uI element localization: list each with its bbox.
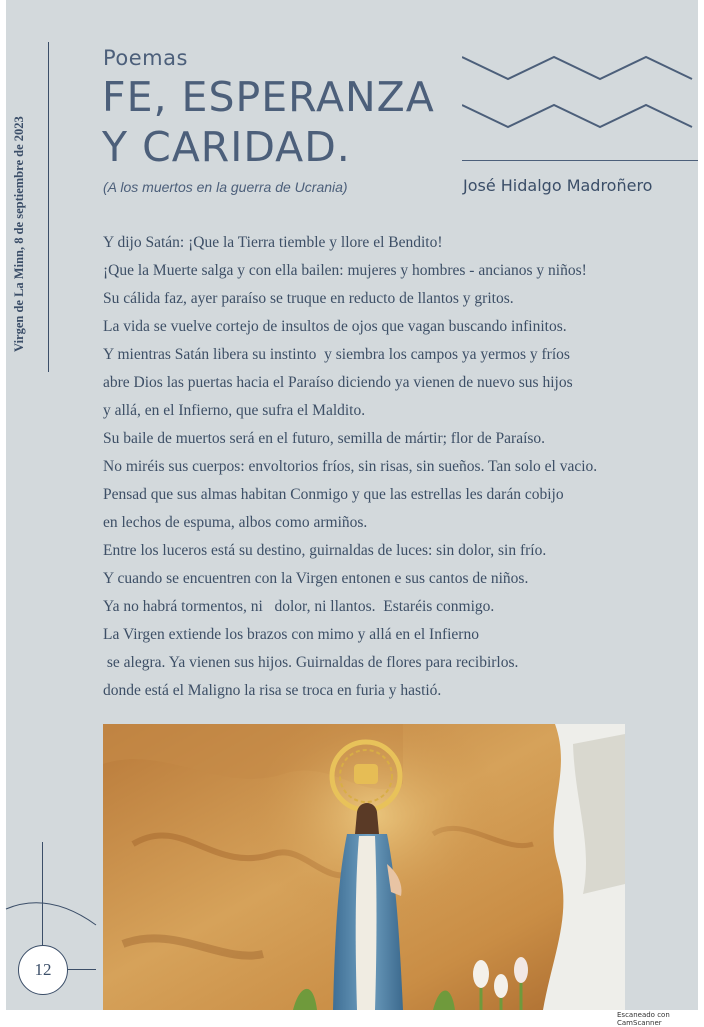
poem-line: La vida se vuelve cortejo de insultos de ojos que vagan buscando infinitos.: [103, 318, 567, 335]
poem-title: [102, 72, 462, 172]
author-name: José Hidalgo Madroñero: [463, 176, 653, 195]
poem-line: donde está el Maligno la risa se troca en furia y hastió.: [103, 682, 442, 699]
poem-line: en lechos de espuma, albos como armiños.: [103, 514, 368, 531]
poem-line: y allá, en el Infierno, que sufra el Maldito.: [103, 402, 366, 419]
spine-caption: Virgen de La Minn, 8 de septiembre de 2023: [12, 116, 26, 352]
poem-dedication: (A los muertos en la guerra de Ucrania): [103, 179, 348, 195]
virgin-statue-photo: [103, 724, 625, 1010]
section-label: Poemas: [103, 46, 188, 70]
poem-line: Su baile de muertos será en el futuro, semilla de mártir; flor de Paraíso.: [103, 430, 546, 447]
poem-line: La Virgen extiende los brazos con mimo y allá en el Infierno: [103, 626, 479, 643]
corner-vertical-line: [42, 842, 43, 946]
poem-body: [103, 229, 663, 705]
poem-line: se alegra. Ya vienen sus hijos. Guirnaldas de flores para recibirlos.: [103, 654, 519, 671]
poem-line: Su cálida faz, ayer paraíso se truque en reducto de llantos y gritos.: [103, 290, 514, 307]
scanner-watermark: Escaneado con CamScanner: [617, 1011, 670, 1027]
poem-line: Ya no habrá tormentos, ni dolor, ni llantos. Estaréis conmigo.: [103, 598, 495, 615]
title-line: FE, ESPERANZA: [102, 73, 435, 121]
title-line: Y CARIDAD.: [102, 123, 351, 171]
page-number: 12: [34, 960, 52, 979]
magazine-page: [6, 0, 698, 1010]
poem-line: Y dijo Satán: ¡Que la Tierra tiemble y llore el Bendito!: [103, 234, 443, 251]
poem-line: No miréis sus cuerpos: envoltorios fríos, sin risas, sin sueños. Tan solo el vacio.: [103, 458, 598, 475]
author-divider: [462, 160, 698, 161]
poem-line: Y cuando se encuentren con la Virgen entonen e sus cantos de niños.: [103, 570, 529, 587]
poem-line: Entre los luceros está su destino, guirnaldas de luces: sin dolor, sin frío.: [103, 542, 547, 559]
zigzag-ornament: [462, 55, 698, 135]
poem-line: Pensad que sus almas habitan Conmigo y que las estrellas les darán cobijo: [103, 486, 564, 503]
corner-horizontal-line: [66, 969, 96, 970]
poem-line: ¡Que la Muerte salga y con ella bailen: mujeres y hombres - ancianos y niños!: [103, 262, 587, 279]
poem-line: abre Dios las puertas hacia el Paraíso diciendo ya vienen de nuevo sus hijos: [103, 374, 573, 391]
poem-line: Y mientras Satán libera su instinto y siembra los campos ya yermos y fríos: [103, 346, 570, 363]
spine-divider: [48, 42, 49, 372]
